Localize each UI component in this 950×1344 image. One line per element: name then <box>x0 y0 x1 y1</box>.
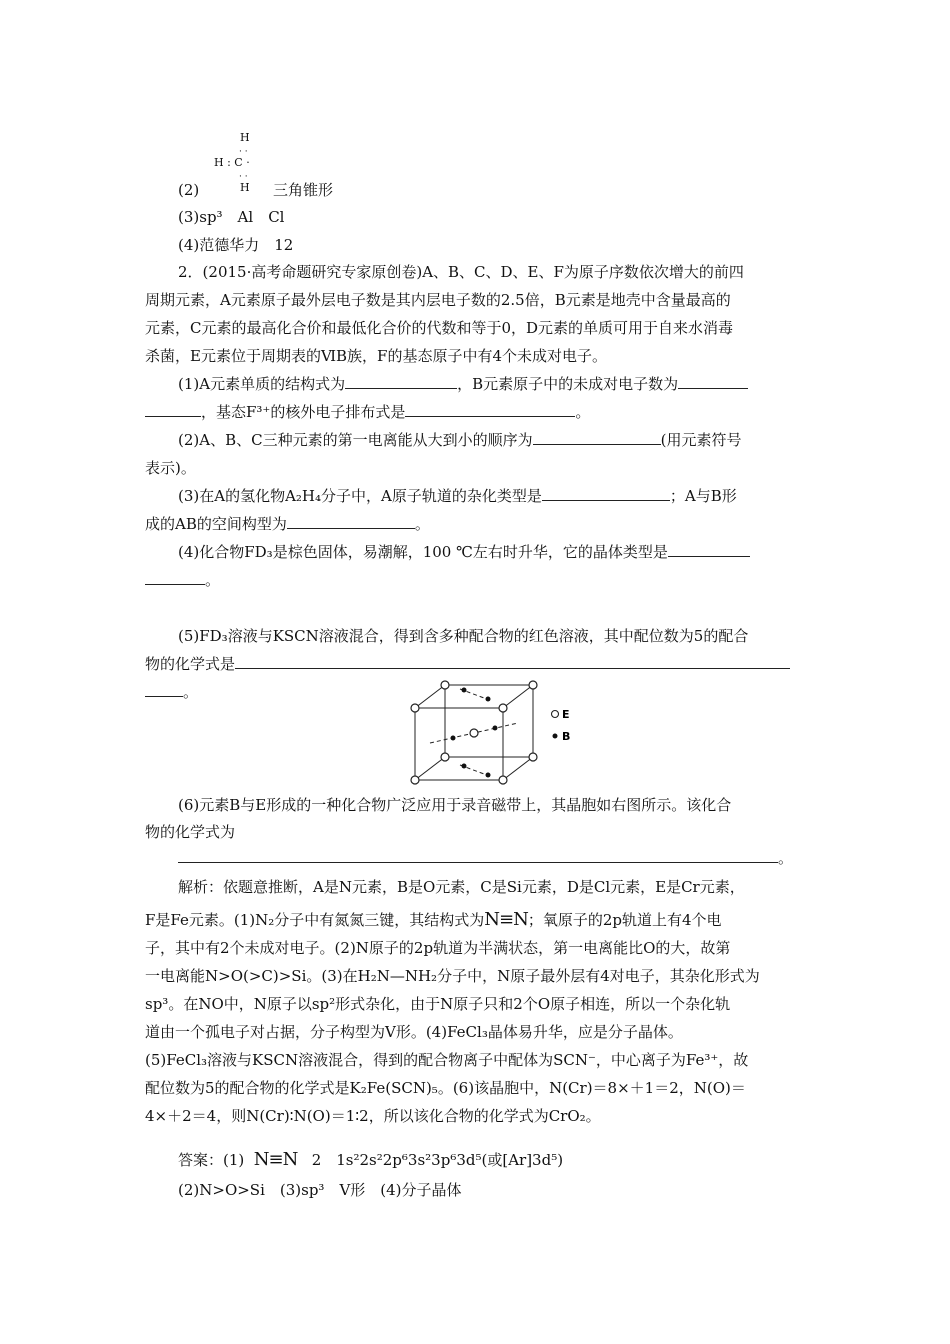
cell-back-face <box>445 685 533 757</box>
question-4-line-1 <box>178 542 750 562</box>
q3-blank-2[interactable] <box>287 514 415 529</box>
analysis-line-1: 解析：依题意推断，A是N元素，B是O元素，C是Si元素，D是Cl元素，E是Cr元素， <box>178 878 745 896</box>
question-6-line-1: (6)元素B与E形成的一种化合物广泛应用于录音磁带上，其晶胞如右图所示。该化合 <box>178 796 732 814</box>
question-5-line-2 <box>145 654 790 674</box>
crystal-cell-figure <box>400 675 600 790</box>
q1-blank-2[interactable] <box>678 374 748 389</box>
q1-blank-2-cont[interactable] <box>145 402 201 417</box>
q2-text-a: (2)A、B、C三种元素的第一电离能从大到小的顺序为 <box>178 431 533 449</box>
atom-b <box>462 764 467 769</box>
q6-text-c: 。 <box>778 849 794 867</box>
atom-b <box>462 688 467 693</box>
legend-b-label: B <box>562 730 571 743</box>
q3-text-d: 。 <box>414 515 430 533</box>
analysis-line-4: 一电离能N>O(>C)>Si。(3)在H₂N—NH₂分子中，N原子最外层有4对电子，其杂化形式为 <box>145 967 760 985</box>
question-6-line-3 <box>178 848 793 868</box>
lewis-middle: H : C · <box>214 156 250 169</box>
atom-e <box>411 776 419 784</box>
atom-e <box>411 704 419 712</box>
question-2-line-2: 表示)。 <box>145 459 196 477</box>
analysis-l2-b: ；氧原子的2p轨道上有4个电 <box>527 911 722 929</box>
q1-blank-1[interactable] <box>345 374 457 389</box>
question-stem-1: 2．(2015·高考命题研究专家原创卷)A、B、C、D、E、F为原子序数依次增大的前四 <box>178 263 744 281</box>
q4-blank-cont[interactable] <box>145 570 205 585</box>
atom-e <box>499 704 507 712</box>
question-3-line-1 <box>178 486 737 506</box>
question-stem-2: 周期元素，A元素原子最外层电子数是其内层电子数的2.5倍，B元素是地壳中含量最高的 <box>145 291 731 309</box>
q4-text-a: (4)化合物FD₃是棕色固体，易潮解，100 ℃左右时升华，它的晶体类型是 <box>178 543 668 561</box>
final-answer-line-1 <box>178 1150 563 1170</box>
q1-text-c: ，基态F³⁺的核外电子排布式是 <box>201 403 406 421</box>
legend-b-marker <box>553 734 558 739</box>
atom-e <box>499 776 507 784</box>
atom-e <box>441 753 449 761</box>
q3-text-a: (3)在A的氢化物A₂H₄分子中，A原子轨道的杂化类型是 <box>178 487 542 505</box>
lewis-h-bottom: H <box>240 181 250 194</box>
analysis-line-8: 配位数为5的配合物的化学式是K₂Fe(SCN)₅。(6)该晶胞中，N(Cr)＝8×＋1＝2，N(O)＝ <box>145 1079 746 1097</box>
answer-2-label: (2) <box>178 181 200 199</box>
legend-e-marker <box>552 711 559 718</box>
q3-text-c: 成的AB的空间构型为 <box>145 515 287 533</box>
answer-2-shape: 三角锥形 <box>273 181 334 199</box>
q5-text-b: 物的化学式是 <box>145 655 236 673</box>
question-4-line-2 <box>145 570 220 590</box>
final-label: 答案：(1) <box>178 1151 245 1169</box>
atom-b <box>486 773 491 778</box>
atom-b <box>493 726 498 731</box>
q5-text-c: 。 <box>183 683 199 701</box>
analysis-line-9: 4×＋2＝4，则N(Cr)∶N(O)＝1∶2，所以该化合物的化学式为CrO₂。 <box>145 1107 601 1125</box>
final-answer-line-2: (2)N>O>Si (3)sp³ V形 (4)分子晶体 <box>178 1181 462 1199</box>
q6-blank[interactable] <box>178 848 778 863</box>
answer-4: (4)范德华力 12 <box>178 236 294 254</box>
question-stem-3: 元素，C元素的最高化合价和最低化合价的代数和等于0，D元素的单质可用于自来水消毒 <box>145 319 734 337</box>
analysis-line-5: sp³。在NO中，N原子以sp²形式杂化，由于N原子只和2个O原子相连，所以一个杂化轨 <box>145 995 731 1013</box>
question-2-line-1 <box>178 430 741 450</box>
analysis-line-3: 子，其中有2个未成对电子。(2)N原子的2p轨道为半满状态，第一电离能比O的大，故第 <box>145 939 731 957</box>
analysis-line-2 <box>145 910 722 930</box>
question-1-line-1 <box>178 374 748 394</box>
q5-blank[interactable] <box>235 654 790 669</box>
q5-blank-cont[interactable] <box>145 682 183 697</box>
q4-text-b: 。 <box>205 571 221 589</box>
q3-text-b: ；A与B形 <box>669 487 737 505</box>
atom-b <box>486 697 491 702</box>
analysis-line-6: 道由一个孤电子对占据，分子构型为V形。(4)FeCl₃晶体易升华，应是分子晶体。 <box>145 1023 683 1041</box>
q3-blank-1[interactable] <box>542 486 670 501</box>
analysis-l2-a: F是Fe元素。(1)N₂分子中有氮氮三键，其结构式为 <box>145 911 485 929</box>
n-triple-bond-structure: N≡N <box>484 909 528 930</box>
atom-e <box>529 681 537 689</box>
question-6-line-2: 物的化学式为 <box>145 823 236 841</box>
question-1-line-2 <box>145 402 590 422</box>
cell-front-face <box>415 708 503 780</box>
lewis-h-top: H <box>240 131 250 144</box>
q1-text-a: (1)A元素单质的结构式为 <box>178 375 346 393</box>
q1-text-b: ，B元素原子中的未成对电子数为 <box>457 375 679 393</box>
q2-blank[interactable] <box>533 430 661 445</box>
lewis-dots-b: · · <box>239 172 248 182</box>
analysis-line-7: (5)FeCl₃溶液与KSCN溶液混合，得到的配合物离子中配体为SCN⁻，中心离子为Fe³⁺，故 <box>145 1051 749 1069</box>
final-n-triple-bond: N≡N <box>253 1149 298 1170</box>
answer-3: (3)sp³ Al Cl <box>178 208 285 226</box>
legend-e-label: E <box>562 708 570 721</box>
q4-blank[interactable] <box>668 542 750 557</box>
question-stem-4: 杀菌，E元素位于周期表的ⅥB族，F的基态原子中有4个未成对电子。 <box>145 347 608 365</box>
question-5-line-3 <box>145 682 198 702</box>
atom-e-center <box>470 729 478 737</box>
atom-e <box>529 753 537 761</box>
question-3-line-2 <box>145 514 430 534</box>
final-rest: 2 1s²2s²2p⁶3s²3p⁶3d⁵(或[Ar]3d⁵) <box>311 1151 564 1169</box>
atom-e <box>441 681 449 689</box>
q1-text-d: 。 <box>575 403 591 421</box>
lewis-dots-a: · · <box>239 147 248 157</box>
question-5-line-1: (5)FD₃溶液与KSCN溶液混合，得到含多种配合物的红色溶液，其中配位数为5的配合 <box>178 627 749 645</box>
atom-b <box>451 736 456 741</box>
q1-blank-3[interactable] <box>405 402 575 417</box>
q2-text-b: (用元素符号 <box>660 431 742 449</box>
